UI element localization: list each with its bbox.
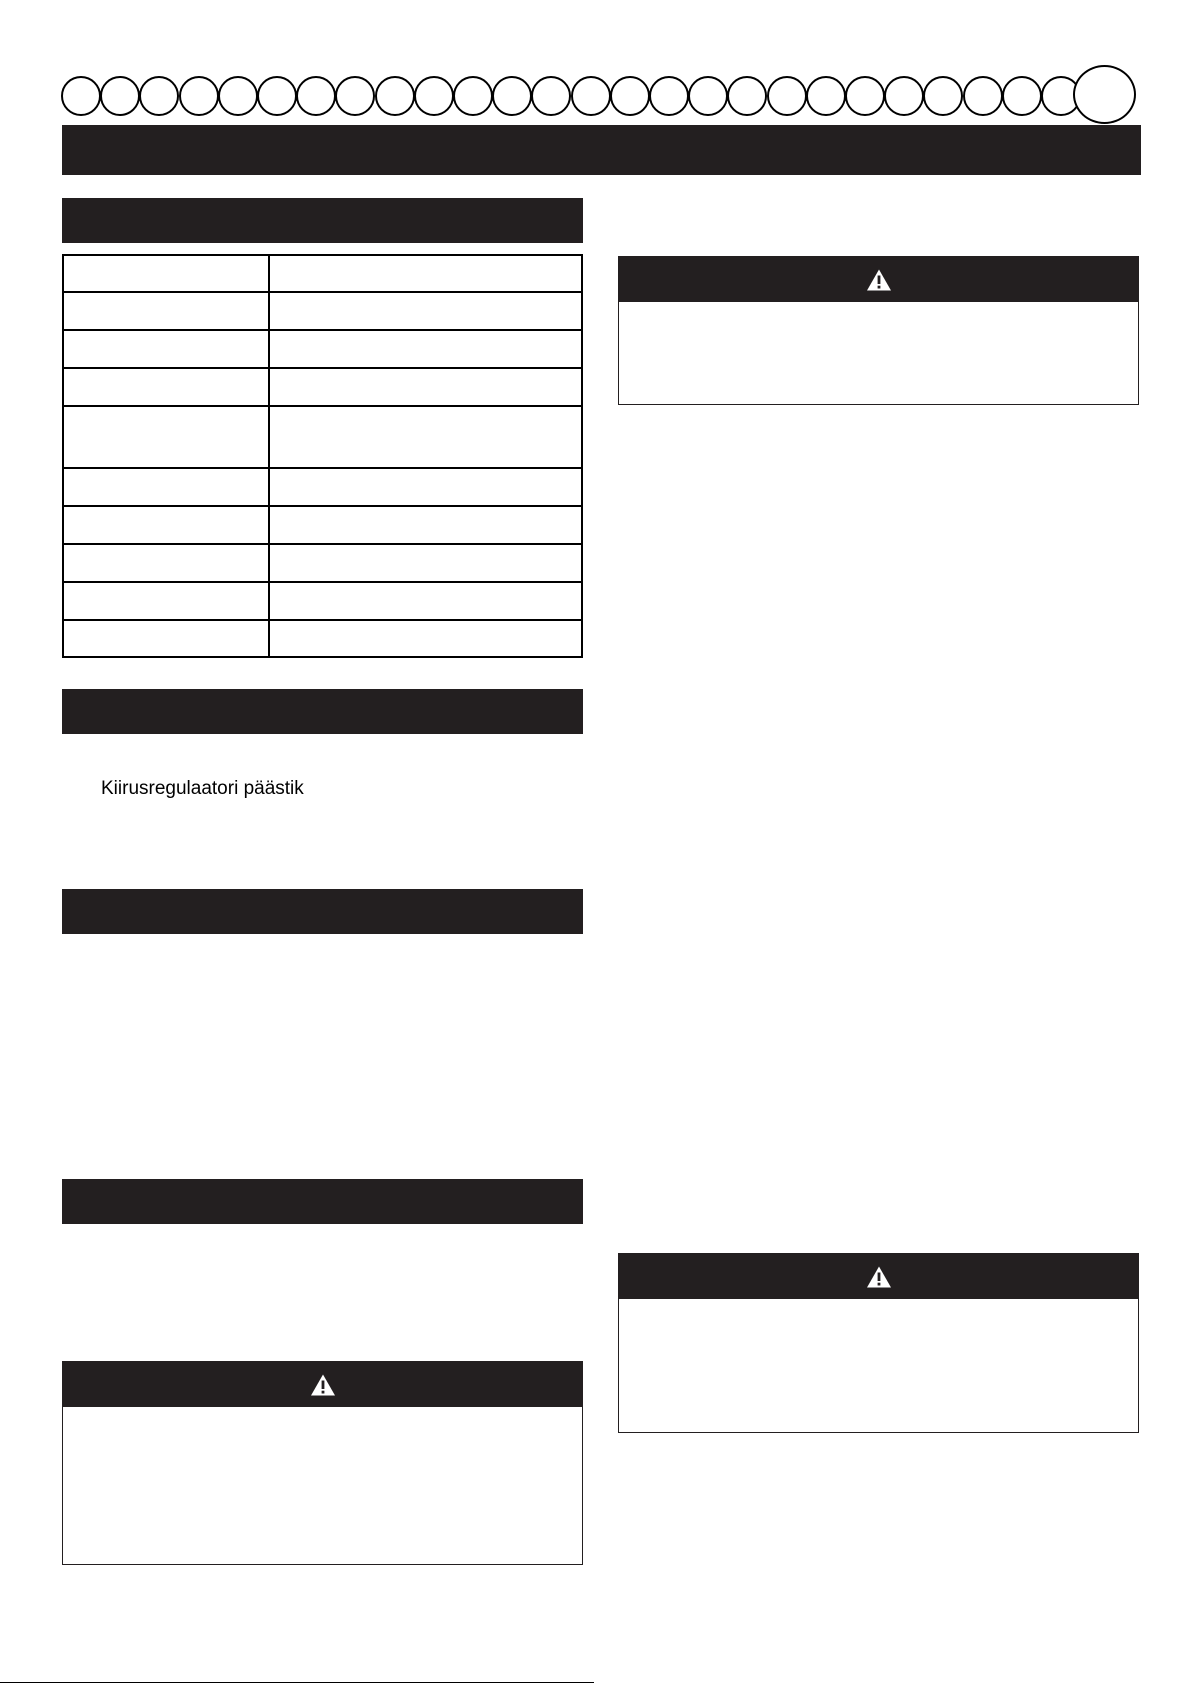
language-tab-circle [492,76,532,116]
spec-row [63,506,582,544]
language-tab-circle [296,76,336,116]
spec-row [63,544,582,582]
language-tab-circle [257,76,297,116]
spec-label [63,620,269,657]
spec-table [62,254,583,658]
spec-value [269,330,582,368]
spec-row [63,582,582,620]
spec-label [63,468,269,506]
language-tab-circle-active [1073,65,1136,124]
language-tab-circle [414,76,454,116]
language-tab-circle [335,76,375,116]
spec-label [63,506,269,544]
language-tab-circle [100,76,140,116]
section-bar-3 [62,889,583,934]
section-bar-specifications [62,198,583,243]
spec-row [63,330,582,368]
section-bar-4 [62,1179,583,1224]
spec-label [63,255,269,292]
spec-label [63,368,269,406]
language-tab-circle [375,76,415,116]
language-tab-circle [649,76,689,116]
spec-row [63,292,582,330]
feature-item: Kiirusregulaatori päästik [101,778,304,799]
spec-value [269,544,582,582]
spec-label [63,330,269,368]
spec-value [269,406,582,468]
language-tab-circle [767,76,807,116]
warning-triangle-icon [866,1265,892,1288]
language-tab-circle [963,76,1003,116]
language-tab-circle [845,76,885,116]
footer-rule [0,1682,594,1683]
spec-row [63,255,582,292]
language-tab-circle [1002,76,1042,116]
spec-row [63,368,582,406]
spec-label [63,582,269,620]
spec-value [269,582,582,620]
language-tab-circle [218,76,258,116]
spec-label [63,544,269,582]
language-tab-circle [531,76,571,116]
language-tab-circle [727,76,767,116]
warning-box-header [619,257,1138,302]
spec-row [63,468,582,506]
language-tab-circle [453,76,493,116]
language-tab-circle [688,76,728,116]
language-tab-circle [806,76,846,116]
spec-label [63,406,269,468]
page-title-bar [62,125,1141,175]
warning-triangle-icon [866,268,892,291]
warning-box-right-top [618,256,1139,405]
language-tab-circle [571,76,611,116]
warning-box-left [62,1361,583,1565]
spec-value [269,368,582,406]
language-tab-circle [610,76,650,116]
warning-triangle-icon [310,1373,336,1396]
language-tab-circle [61,76,101,116]
spec-row [63,406,582,468]
spec-value [269,506,582,544]
warning-box-header [63,1362,582,1407]
section-bar-features [62,689,583,734]
language-tab-circle [884,76,924,116]
spec-value [269,255,582,292]
spec-value [269,620,582,657]
spec-row [63,620,582,657]
language-tab-circle [923,76,963,116]
spec-value [269,292,582,330]
warning-box-right-bottom [618,1253,1139,1433]
spec-value [269,468,582,506]
warning-box-header [619,1254,1138,1299]
language-tab-circle [179,76,219,116]
language-tab-circle [139,76,179,116]
spec-label [63,292,269,330]
